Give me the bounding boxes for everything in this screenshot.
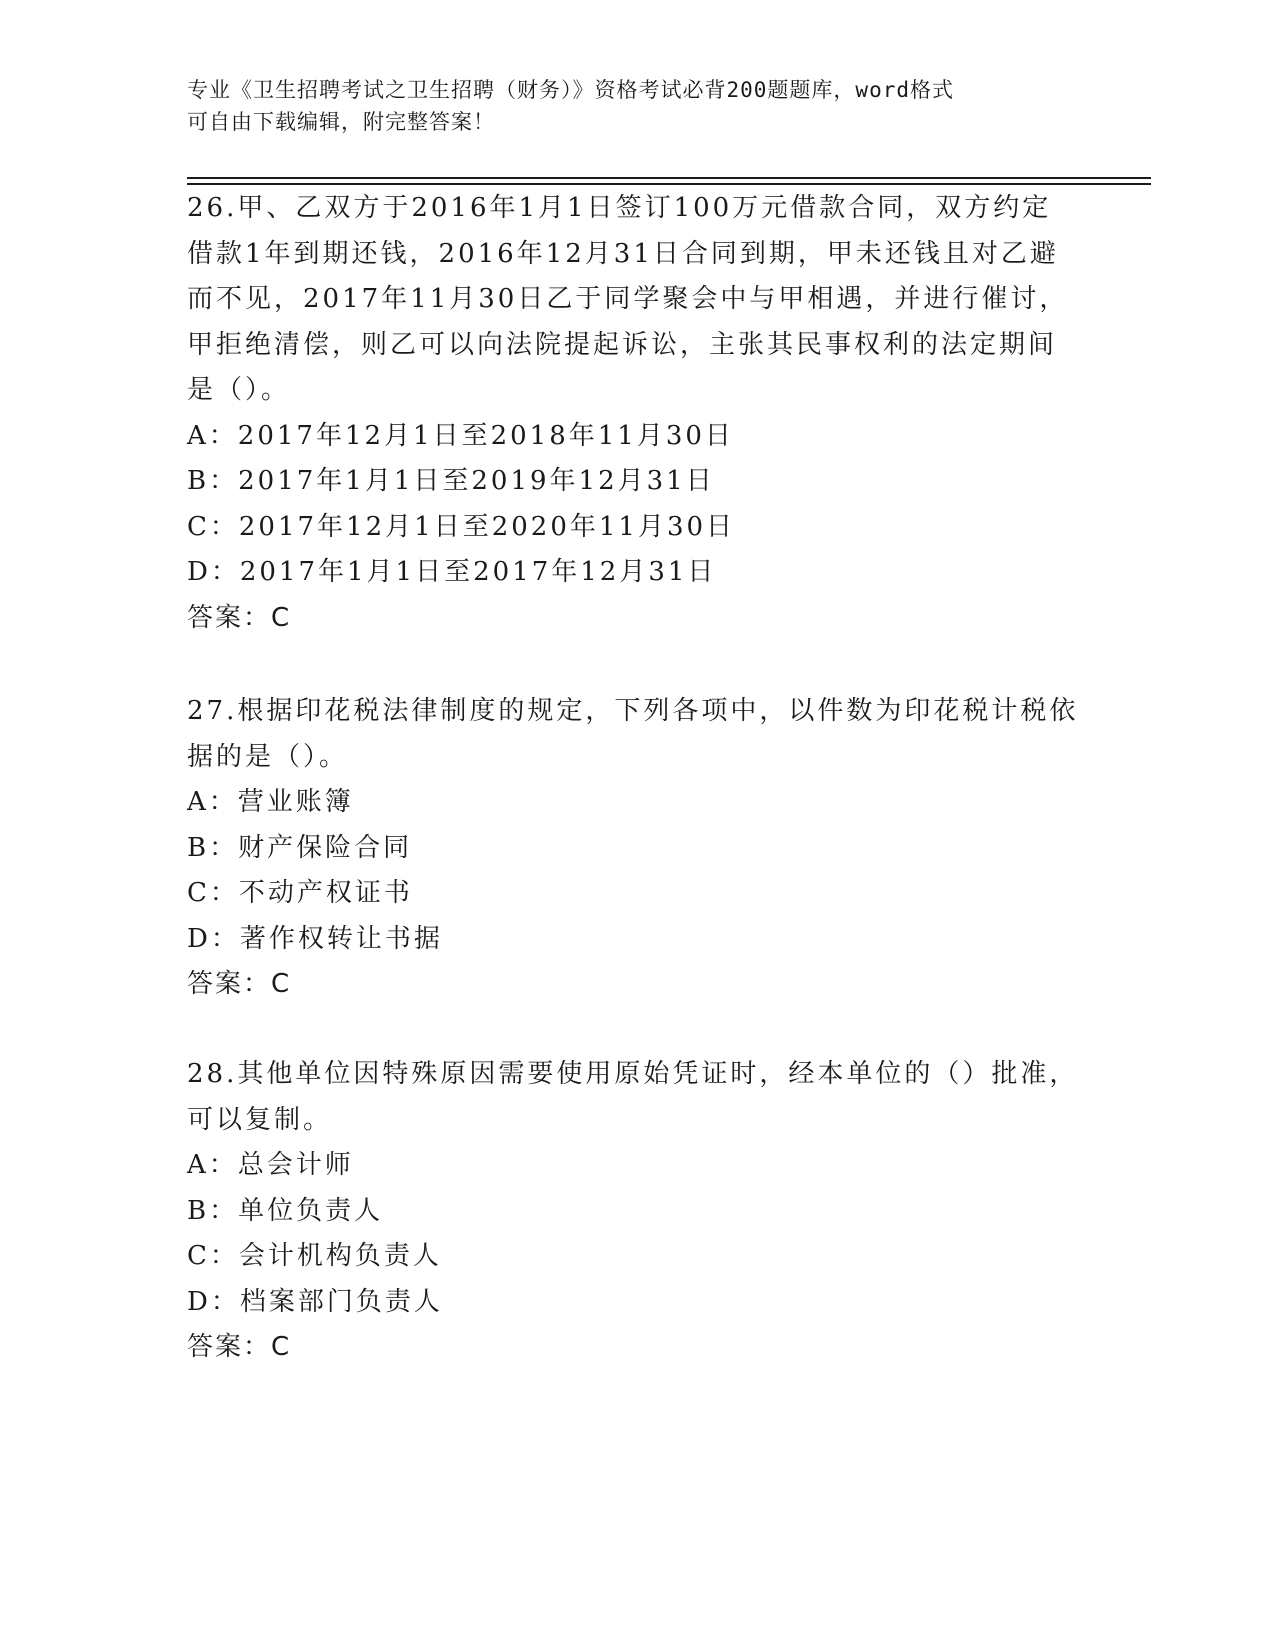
option-c: C：会计机构负责人 <box>187 1241 442 1271</box>
stem-line: 28.其他单位因特殊原因需要使用原始凭证时，经本单位的（）批准， <box>187 1059 1079 1089</box>
header-divider-bottom <box>187 183 1151 185</box>
option-b: B：财产保险合同 <box>187 832 413 863</box>
question-stem <box>187 689 1087 780</box>
question-27 <box>187 689 1087 1008</box>
option-a: A：2017年12月1日至2018年11月30日 <box>187 420 734 451</box>
option-b: B：单位负责人 <box>187 1195 384 1226</box>
option-c: C：不动产权证书 <box>187 878 413 908</box>
stem-line: 据的是（）。 <box>187 741 349 772</box>
option-d: D：档案部门负责人 <box>187 1286 443 1317</box>
question-stem <box>187 1052 1087 1143</box>
answer-line: 答案：C <box>187 602 292 633</box>
header-line-1: 专业《卫生招聘考试之卫生招聘（财务）》资格考试必背200题题库，word格式 <box>187 78 954 102</box>
answer-line: 答案：C <box>187 1332 292 1362</box>
stem-line: 可以复制。 <box>187 1104 333 1135</box>
stem-line: 而不见，2017年11月30日乙于同学聚会中与甲相遇，并进行催讨， <box>187 284 1069 314</box>
option-a: A：总会计师 <box>187 1150 354 1180</box>
option-d: D：著作权转让书据 <box>187 923 443 954</box>
question-28 <box>187 1052 1087 1371</box>
document-header <box>187 74 1067 138</box>
question-26 <box>187 186 1087 641</box>
option-a: A：营业账簿 <box>187 787 354 817</box>
stem-line: 27.根据印花税法律制度的规定，下列各项中，以件数为印花税计税依 <box>187 696 1079 726</box>
stem-line: 26.甲、乙双方于2016年1月1日签订100万元借款合同，双方约定 <box>187 193 1052 223</box>
header-divider-top <box>187 177 1151 179</box>
header-line-2: 可自由下载编辑，附完整答案！ <box>187 110 495 134</box>
stem-line: 借款1年到期还钱，2016年12月31日合同到期，甲未还钱且对乙避 <box>187 238 1059 269</box>
stem-line: 是（）。 <box>187 375 291 405</box>
question-stem <box>187 186 1087 414</box>
answer-line: 答案：C <box>187 969 292 999</box>
option-b: B：2017年1月1日至2019年12月31日 <box>187 466 715 496</box>
option-d: D：2017年1月1日至2017年12月31日 <box>187 557 717 587</box>
option-c: C：2017年12月1日至2020年11月30日 <box>187 511 736 542</box>
stem-line: 甲拒绝清偿，则乙可以向法院提起诉讼，主张其民事权利的法定期间 <box>187 329 1058 360</box>
